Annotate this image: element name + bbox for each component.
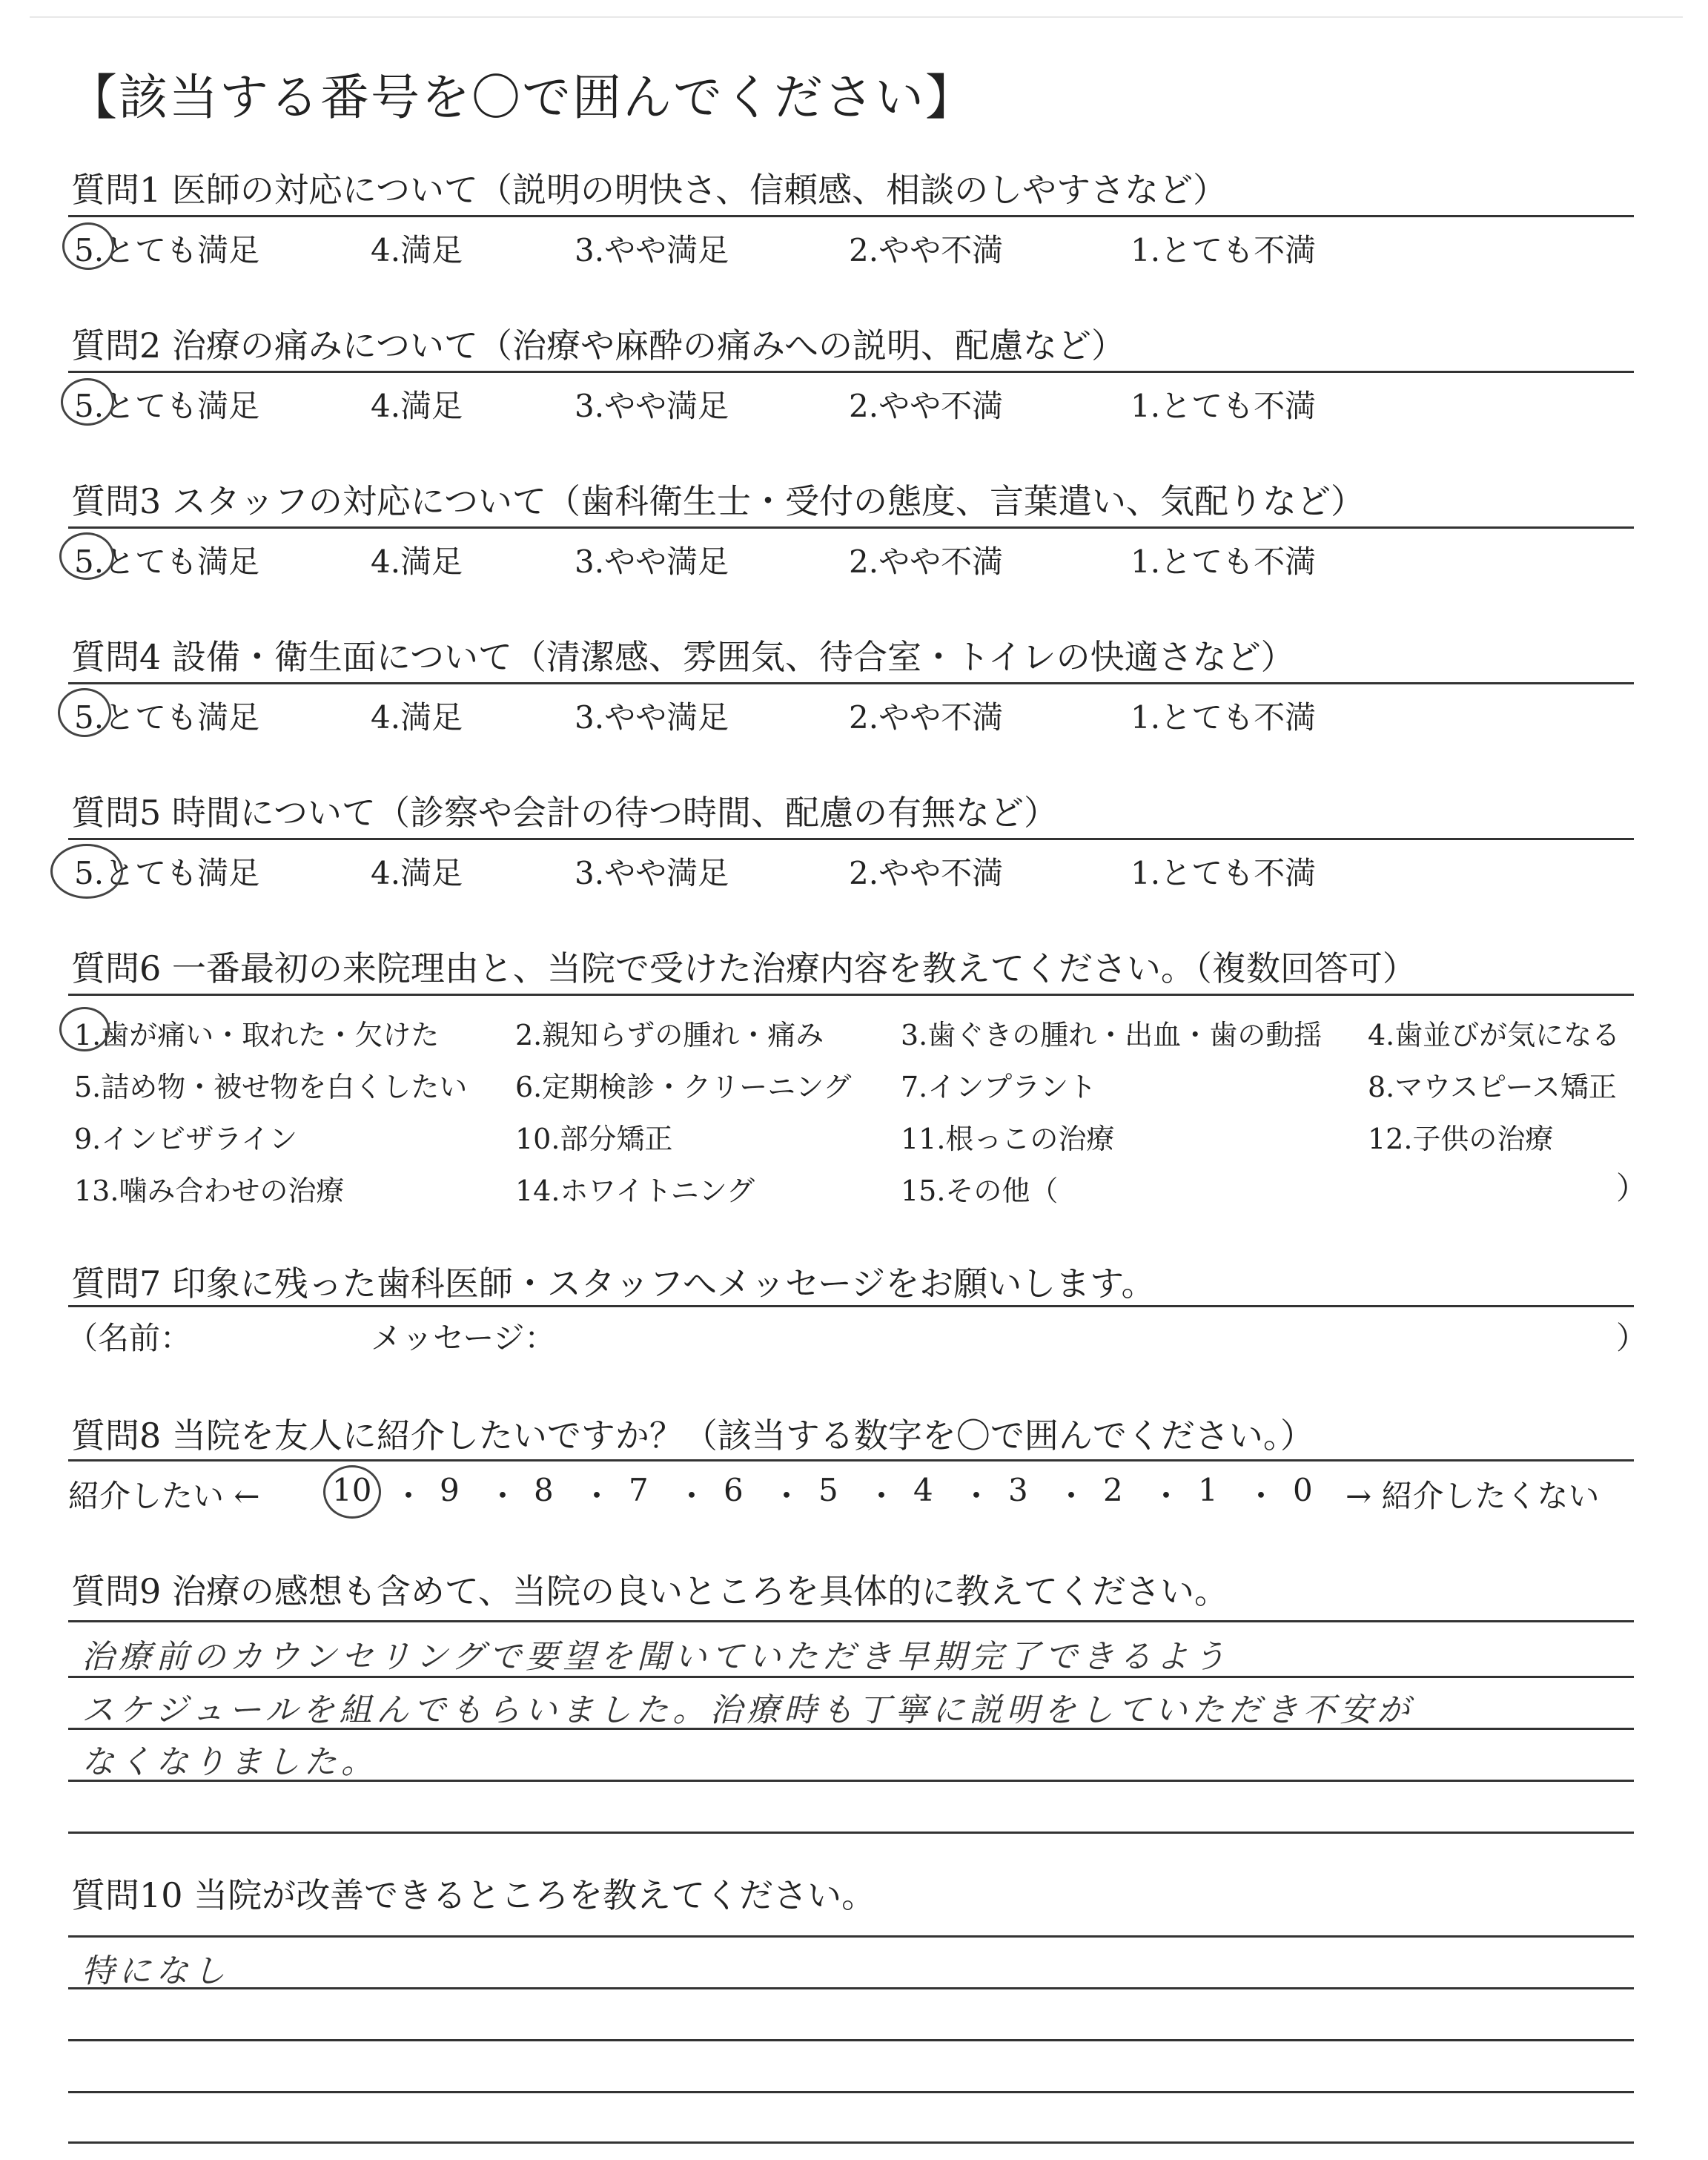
scale-8[interactable]: 8: [534, 1472, 554, 1508]
q1-option-5[interactable]: 5.とても満足: [74, 232, 260, 268]
top-edge-line: [30, 16, 1683, 18]
rule-q10-4: [68, 2091, 1634, 2093]
scale-1[interactable]: 1: [1198, 1472, 1218, 1508]
rule-q5: [68, 838, 1634, 840]
rule-q3: [68, 526, 1634, 529]
scale-sep: ・: [487, 1478, 519, 1514]
scale-sep: ・: [1245, 1478, 1277, 1514]
treatment-option-7[interactable]: 7.インプラント: [901, 1071, 1097, 1103]
scale-7[interactable]: 7: [629, 1472, 649, 1508]
scale-sep: ・: [676, 1478, 708, 1514]
q1-option-1[interactable]: 1.とても不満: [1131, 232, 1317, 268]
q4-option-2[interactable]: 2.やや不満: [849, 699, 1004, 736]
message-label[interactable]: メッセージ：: [371, 1320, 556, 1356]
question-6: 質問6 一番最初の来院理由と、当院で受けた治療内容を教えてください。（複数回答可）: [71, 948, 1417, 988]
scale-0[interactable]: 0: [1293, 1472, 1313, 1508]
q2-option-5[interactable]: 5.とても満足: [74, 388, 260, 424]
q2-option-3[interactable]: 3.やや満足: [575, 388, 729, 424]
scale-3[interactable]: 3: [1008, 1472, 1028, 1508]
rule-q9-5: [68, 1832, 1634, 1834]
question-8: 質問8 当院を友人に紹介したいですか？（該当する数字を〇で囲んでください。）: [71, 1416, 1314, 1456]
scale-sep: ・: [1151, 1478, 1182, 1514]
treatment-option-1[interactable]: 1.歯が痛い・取れた・欠けた: [74, 1019, 440, 1051]
q4-option-4[interactable]: 4.満足: [371, 699, 463, 736]
q5-option-2[interactable]: 2.やや不満: [849, 855, 1004, 891]
scale-5[interactable]: 5: [818, 1472, 838, 1508]
q8-answer-circle: [323, 1465, 381, 1519]
q1-option-3[interactable]: 3.やや満足: [575, 232, 729, 268]
treatment-option-3[interactable]: 3.歯ぐきの腫れ・出血・歯の動揺: [901, 1019, 1323, 1051]
recommend-no-label: → 紹介したくない: [1345, 1478, 1600, 1514]
q9-answer-line-3: なくなりました。: [82, 1743, 378, 1781]
rule-q7: [68, 1305, 1634, 1307]
rule-q10-2: [68, 1987, 1634, 1989]
q5-option-5[interactable]: 5.とても満足: [74, 855, 260, 891]
question-7: 質問7 印象に残った歯科医師・スタッフへメッセージをお願いします。: [71, 1264, 1156, 1304]
q5-option-3[interactable]: 3.やや満足: [575, 855, 729, 891]
question-1: 質問1 医師の対応について（説明の明快さ、信頼感、相談のしやすさなど）: [71, 170, 1228, 210]
q1-answer-circle: [62, 222, 114, 270]
scale-sep: ・: [771, 1478, 803, 1514]
q6-answer-circle: [59, 1007, 110, 1051]
q2-option-2[interactable]: 2.やや不満: [849, 388, 1004, 424]
rule-q4: [68, 682, 1634, 684]
treatment-option-15[interactable]: 15.その他（: [901, 1175, 1059, 1207]
question-4: 質問4 設備・衛生面について（清潔感、雰囲気、待合室・トイレの快適さなど）: [71, 637, 1295, 677]
scale-sep: ・: [393, 1478, 425, 1514]
q7-close-paren: ）: [1616, 1320, 1648, 1356]
treatment-option-4[interactable]: 4.歯並びが気になる: [1368, 1019, 1621, 1051]
treatment-option-6[interactable]: 6.定期検診・クリーニング: [515, 1071, 852, 1103]
scale-sep: ・: [581, 1478, 613, 1514]
q9-answer-line-2: スケジュールを組んでもらいました。治療時も丁寧に説明をしていただき不安が: [82, 1691, 1414, 1729]
scale-10[interactable]: 10: [332, 1472, 372, 1508]
treatment-option-13[interactable]: 13.噛み合わせの治療: [74, 1175, 345, 1207]
q2-answer-circle: [61, 378, 114, 426]
q4-option-5[interactable]: 5.とても満足: [74, 699, 260, 736]
question-2: 質問2 治療の痛みについて（治療や麻酔の痛みへの説明、配慮など）: [71, 326, 1126, 366]
q3-option-2[interactable]: 2.やや不満: [849, 544, 1004, 580]
q2-option-4[interactable]: 4.満足: [371, 388, 463, 424]
q9-answer-line-1: 治療前のカウンセリングで要望を聞いていただき早期完了できるよう: [82, 1638, 1231, 1676]
question-5: 質問5 時間について（診察や会計の待つ時間、配慮の有無など）: [71, 793, 1058, 833]
question-3: 質問3 スタッフの対応について（歯科衛生士・受付の態度、言葉遣い、気配りなど）: [71, 481, 1365, 521]
rule-q1: [68, 215, 1634, 217]
treatment-option-2[interactable]: 2.親知らずの腫れ・痛み: [515, 1019, 824, 1051]
scale-sep: ・: [1056, 1478, 1088, 1514]
q5-option-1[interactable]: 1.とても不満: [1131, 855, 1317, 891]
name-label[interactable]: （名前：: [67, 1320, 192, 1356]
question-9: 質問9 治療の感想も含めて、当院の良いところを具体的に教えてください。: [71, 1571, 1228, 1611]
rule-q6: [68, 994, 1634, 996]
scale-6[interactable]: 6: [724, 1472, 744, 1508]
scale-sep: ・: [961, 1478, 993, 1514]
rule-q10-3: [68, 2039, 1634, 2041]
scale-2[interactable]: 2: [1103, 1472, 1123, 1508]
q4-option-1[interactable]: 1.とても不満: [1131, 699, 1317, 736]
treatment-option-14[interactable]: 14.ホワイトニング: [515, 1175, 755, 1207]
q1-option-2[interactable]: 2.やや不満: [849, 232, 1004, 268]
q3-option-3[interactable]: 3.やや満足: [575, 544, 729, 580]
instruction-title: 【該当する番号を〇で囲んでください】: [68, 69, 976, 126]
rule-q10-5: [68, 2141, 1634, 2144]
treatment-option-9[interactable]: 9.インビザライン: [74, 1123, 298, 1155]
treatment-option-11[interactable]: 11.根っこの治療: [901, 1123, 1115, 1155]
q3-answer-circle: [59, 532, 114, 580]
q3-option-5[interactable]: 5.とても満足: [74, 544, 260, 580]
scale-9[interactable]: 9: [440, 1472, 460, 1508]
rule-q2: [68, 371, 1634, 373]
q10-answer-line-1: 特になし: [82, 1952, 230, 1990]
treatment-option-8[interactable]: 8.マウスピース矯正: [1368, 1071, 1617, 1103]
treatment-option-12[interactable]: 12.子供の治療: [1368, 1123, 1554, 1155]
q1-option-4[interactable]: 4.満足: [371, 232, 463, 268]
rule-q9-1: [68, 1620, 1634, 1622]
scale-4[interactable]: 4: [913, 1472, 933, 1508]
q4-option-3[interactable]: 3.やや満足: [575, 699, 729, 736]
q3-option-1[interactable]: 1.とても不満: [1131, 544, 1317, 580]
q3-option-4[interactable]: 4.満足: [371, 544, 463, 580]
q5-answer-circle: [50, 844, 123, 899]
q5-option-4[interactable]: 4.満足: [371, 855, 463, 891]
question-10: 質問10 当院が改善できるところを教えてください。: [71, 1875, 876, 1915]
q2-option-1[interactable]: 1.とても不満: [1131, 388, 1317, 424]
rule-q10-1: [68, 1935, 1634, 1938]
scale-sep: ・: [866, 1478, 898, 1514]
other-close-paren: ）: [1616, 1170, 1648, 1206]
q4-answer-circle: [58, 688, 111, 737]
rule-q8: [68, 1459, 1634, 1462]
recommend-yes-label: 紹介したい ←: [68, 1478, 260, 1514]
treatment-option-5[interactable]: 5.詰め物・被せ物を白くしたい: [74, 1071, 468, 1103]
treatment-option-10[interactable]: 10.部分矯正: [515, 1123, 673, 1155]
